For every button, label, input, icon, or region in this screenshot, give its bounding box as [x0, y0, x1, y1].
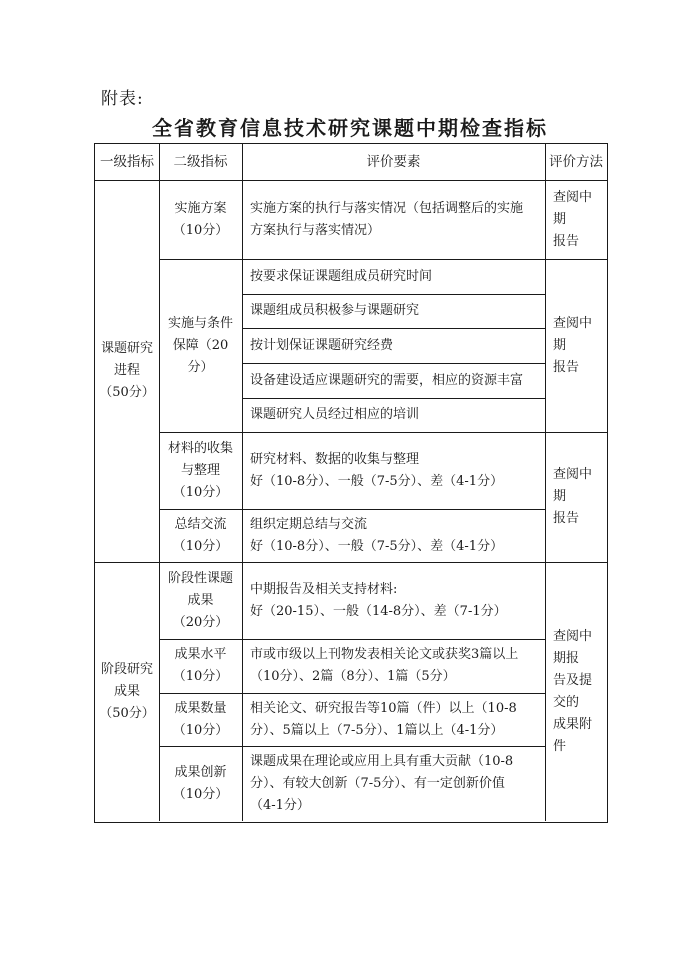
s2-method: 查阅中期报 告及提交的 成果附件 — [553, 628, 593, 754]
s1-row2-req3: 按计划保证课题研究经费 — [250, 337, 394, 353]
page-title: 全省教育信息技术研究课题中期检查指标 — [152, 116, 548, 140]
section1-level1: 课题研究 进程 （50分） — [99, 341, 155, 400]
s2-row1-level2: 阶段性课题 成果 （20分） — [167, 570, 233, 630]
s1-row2-method: 查阅中期 报告 — [553, 315, 593, 375]
s2-row4-level2: 成果创新 （10分） — [172, 764, 229, 802]
s2-row2-level2: 成果水平 （10分） — [172, 647, 229, 684]
s1-row2-req2: 课题组成员积极参与课题研究 — [250, 303, 420, 318]
indicator-table — [94, 143, 608, 823]
header-method: 评价方法 — [549, 154, 603, 170]
s2-row4-req: 课题成果在理论或应用上具有重大贡献（10-8 分）、有较大创新（7-5分）、有一定创新价值 （4-1分） — [250, 753, 514, 813]
s1-row4-level2: 总结交流 （10分） — [172, 516, 229, 554]
header-level1: 一级指标 — [100, 154, 154, 170]
s1-row1-req: 实施方案的执行与落实情况（包括调整后的实施 方案执行与落实情况） — [250, 200, 524, 238]
s2-row1-req: 中期报告及相关支持材料: 好（20-15）、一般（14-8分）、差（7-1分） — [250, 581, 507, 619]
s1-row2-req4: 设备建设适应课题研究的需要，相应的资源丰富 — [250, 372, 524, 388]
s1-row1-method: 查阅中期 报告 — [553, 189, 593, 249]
s2-row2-req: 市或市级以上刊物发表相关论文或获奖3篇以上 （10分）、2篇（8分）、1篇（5分） — [250, 647, 519, 684]
s1-row2-req5: 课题研究人员经过相应的培训 — [250, 407, 420, 422]
s1-row4-req: 组织定期总结与交流 好（10-8分）、一般（7-5分）、差（4-1分） — [250, 516, 504, 554]
s1-row34-method: 查阅中期 报告 — [553, 467, 593, 526]
header-requirements: 评价要素 — [366, 154, 421, 170]
s1-row3-req: 研究材料、数据的收集与整理 好（10-8分）、一般（7-5分）、差（4-1分） — [250, 451, 504, 489]
attachment-label: 附表: — [101, 89, 144, 109]
s1-row2-level2: 实施与条件 保障（20 分） — [167, 315, 233, 375]
s1-row2-req1: 按要求保证课题组成员研究时间 — [250, 268, 433, 284]
s2-row3-req: 相关论文、研究报告等10篇（件）以上（10-8 分）、5篇以上（7-5分）、1篇以上（4-1分） — [250, 700, 517, 738]
s2-row3-level2: 成果数量 （10分） — [172, 700, 229, 738]
s1-row1-level2: 实施方案 （10分） — [172, 200, 229, 238]
section2-level1: 阶段研究 成果 （50分） — [99, 661, 155, 721]
header-level2: 二级指标 — [173, 154, 228, 170]
s1-row3-level2: 材料的收集 与整理 （10分） — [167, 440, 233, 500]
